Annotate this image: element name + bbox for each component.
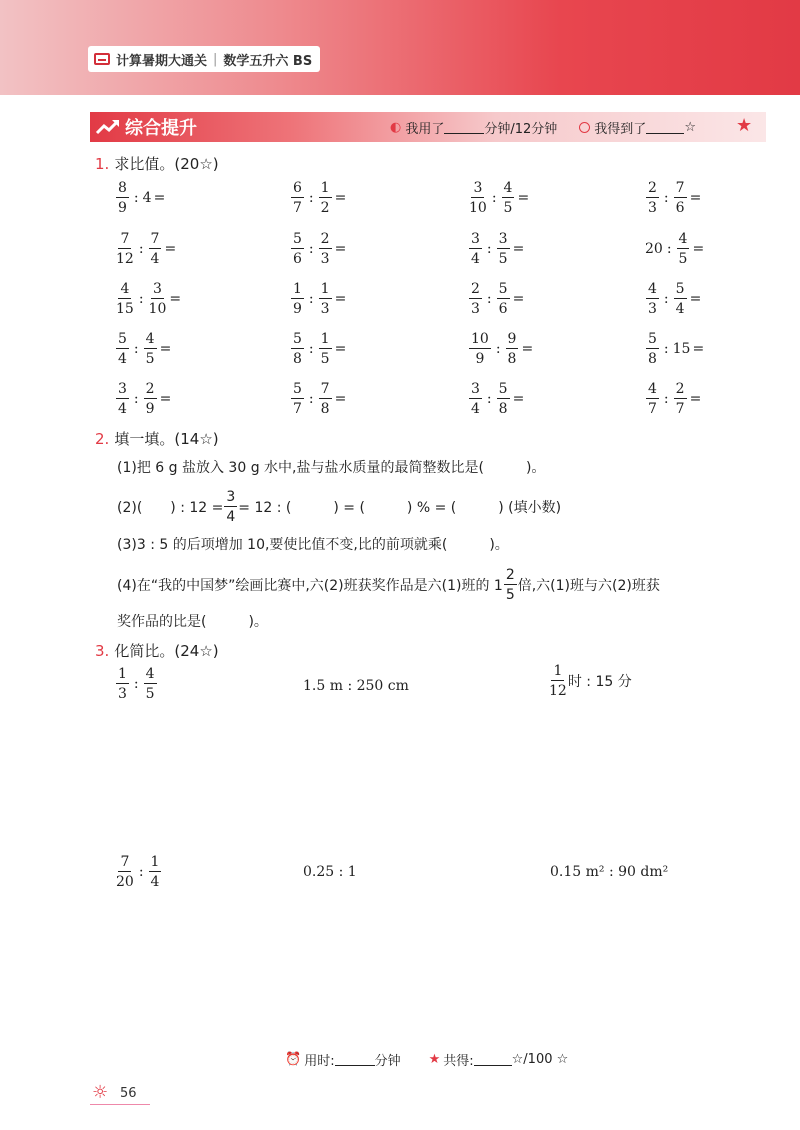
fraction-denominator: 3	[320, 251, 330, 267]
fraction-numerator: 9	[507, 331, 517, 347]
fraction	[319, 332, 332, 366]
fraction	[144, 382, 157, 416]
score-blank[interactable]	[646, 121, 684, 134]
fraction-denominator: 4	[118, 351, 127, 367]
fraction-numerator: 6	[293, 180, 302, 196]
fraction	[469, 181, 487, 215]
q3-expr-2-text: 1.5 m : 250 cm	[303, 678, 409, 694]
time-used-blank[interactable]	[444, 121, 484, 134]
fraction-denominator: 5	[498, 251, 508, 267]
footer-time-label: 用时:	[304, 1054, 335, 1069]
fraction-numerator: 5	[293, 331, 302, 347]
fraction-denominator: 10	[469, 200, 487, 216]
equals-sign: =	[689, 291, 702, 307]
q2-item-1[interactable]	[117, 457, 545, 477]
q3-expr-5-text: 0.25 : 1	[303, 864, 357, 880]
section-title: 综合提升	[125, 118, 197, 139]
q3-heading	[95, 640, 219, 661]
fraction-denominator: 6	[293, 251, 302, 267]
q1-number: 1.	[95, 155, 110, 173]
ratio-colon: :	[663, 291, 669, 307]
grade-title: 数学五升六 BS	[223, 53, 313, 69]
fraction-denominator: 5	[503, 200, 513, 216]
time-used-prefix: 我用了	[405, 122, 445, 137]
fraction-denominator: 7	[675, 401, 685, 417]
fraction	[319, 282, 332, 316]
fraction	[497, 382, 510, 416]
fraction	[646, 382, 659, 416]
q3-expr-5	[303, 864, 357, 880]
fraction-denominator: 8	[498, 401, 508, 417]
equals-sign: =	[159, 341, 172, 357]
fraction	[291, 232, 304, 266]
header-separator: |	[213, 51, 218, 67]
equals-sign: =	[521, 341, 534, 357]
fraction: 1 4	[150, 854, 160, 890]
fraction-numerator: 5	[648, 331, 657, 347]
q3-expr-2	[303, 678, 409, 694]
fraction-numerator: 5	[675, 281, 685, 297]
equals-sign: =	[334, 241, 347, 257]
fraction-denominator: 10	[148, 301, 167, 317]
time-used-suffix: 分钟/12分钟	[484, 122, 558, 137]
fraction-denominator: 8	[507, 351, 517, 367]
fraction-denominator: 7	[293, 401, 302, 417]
q3-expr-3-text: 时 : 15 分	[567, 674, 632, 690]
fraction-numerator: 4	[145, 331, 155, 347]
fraction-numerator: 7	[120, 231, 130, 247]
q2-item-3[interactable]	[117, 534, 509, 554]
fraction-numerator: 4	[120, 281, 130, 297]
fraction-numerator: 2	[145, 381, 155, 397]
fraction	[116, 382, 129, 416]
ratio-colon: :	[663, 341, 669, 357]
equals-sign: =	[692, 241, 705, 257]
q1-item	[468, 382, 524, 416]
fraction-numerator: 4	[648, 381, 657, 397]
ratio-colon: :	[486, 391, 492, 407]
q1-item	[468, 181, 529, 215]
equals-sign: =	[334, 190, 347, 206]
trend-up-icon	[95, 118, 121, 136]
ratio-colon: :	[133, 341, 139, 357]
fraction-numerator: 2	[320, 231, 330, 247]
fraction-denominator: 5	[505, 587, 515, 603]
fraction-denominator: 9	[475, 351, 485, 367]
q1-item	[115, 332, 171, 366]
q1-title: 求比值。(20☆)	[114, 155, 219, 173]
fraction-denominator: 3	[648, 301, 657, 317]
q2-item-2-text-b: = 12 : ( ) = ( ) % = ( ) (填小数)	[238, 500, 562, 516]
fraction	[291, 282, 304, 316]
q1-item	[645, 181, 701, 215]
fraction-numerator: 4	[678, 231, 688, 247]
fraction-denominator: 7	[293, 200, 302, 216]
fraction	[149, 282, 167, 316]
fraction: 4 5	[145, 666, 155, 702]
fraction-numerator: 3	[153, 281, 162, 297]
fraction-denominator: 4	[150, 251, 160, 267]
ratio-colon: :	[308, 291, 314, 307]
q1-heading	[95, 153, 219, 174]
fraction-denominator: 4	[471, 401, 480, 417]
ratio-colon: :	[308, 190, 314, 206]
fraction	[674, 382, 687, 416]
fraction: 1 3	[118, 666, 127, 702]
ratio-colon: :	[133, 391, 139, 407]
fraction	[677, 232, 690, 266]
fraction-denominator: 4	[471, 251, 480, 267]
fraction-numerator: 3	[473, 180, 483, 196]
q2-item-4-text-b: 倍,六(1)班与六(2)班获	[517, 578, 660, 594]
q2-item-3-text: (3)3 : 5 的后项增加 10,要使比值不变,比的前项就乘( )。	[117, 537, 509, 553]
fraction-denominator: 8	[293, 351, 302, 367]
ratio-colon: :	[486, 241, 492, 257]
ratio-colon: :	[138, 291, 144, 307]
fraction	[506, 332, 519, 366]
q3-expr-4	[115, 855, 162, 889]
fraction	[291, 332, 304, 366]
q1-item	[115, 382, 171, 416]
fraction-numerator: 1	[293, 281, 302, 297]
q3-number: 3.	[95, 642, 110, 660]
q2-item-2-fraction	[224, 490, 237, 524]
q3-expr-3	[548, 664, 632, 698]
fraction-denominator: 4	[226, 509, 236, 525]
fraction	[502, 181, 515, 215]
sun-icon: ☼	[92, 1082, 109, 1103]
fraction-denominator: 5	[145, 351, 155, 367]
fraction-denominator: 3	[320, 301, 330, 317]
q2-item-4-cont[interactable]	[117, 611, 268, 631]
fraction-denominator: 8	[320, 401, 330, 417]
footer-time-blank[interactable]	[335, 1053, 375, 1066]
fraction-numerator: 3	[118, 381, 127, 397]
fraction-denominator: 6	[675, 200, 685, 216]
fraction-denominator: 3	[648, 200, 657, 216]
q1-item	[290, 181, 346, 215]
footer-score-blank[interactable]	[474, 1053, 512, 1066]
q3-title: 化简比。(24☆)	[114, 642, 219, 660]
q3-expr-1	[115, 667, 158, 701]
fraction-numerator: 1	[320, 180, 330, 196]
fraction	[646, 282, 659, 316]
q2-item-4-text-a: (4)在“我的中国梦”绘画比赛中,六(2)班获奖作品是六(1)班的 1	[117, 578, 503, 594]
fraction-numerator: 8	[118, 180, 127, 196]
fraction-denominator: 4	[675, 301, 685, 317]
fraction	[319, 181, 332, 215]
equals-sign: =	[164, 241, 177, 257]
q2-heading	[95, 428, 219, 449]
fraction-denominator: 5	[678, 251, 688, 267]
q3-expr-6-text: 0.15 m² : 90 dm²	[550, 864, 669, 880]
fraction-denominator: 12	[116, 251, 134, 267]
q1-item	[468, 332, 533, 366]
equals-sign: =	[692, 341, 705, 357]
ratio-term: 20	[645, 241, 663, 257]
fraction	[291, 382, 304, 416]
fraction-numerator: 7	[150, 231, 160, 247]
fraction-numerator: 5	[498, 281, 508, 297]
fraction	[116, 232, 134, 266]
fraction-numerator: 3	[471, 381, 480, 397]
equals-sign: =	[689, 190, 702, 206]
fraction-denominator: 7	[648, 401, 657, 417]
fraction-denominator: 6	[498, 301, 508, 317]
fraction-numerator: 2	[675, 381, 685, 397]
check-circle-icon	[579, 122, 590, 133]
ratio-colon: :	[138, 241, 144, 257]
q1-item	[645, 332, 704, 366]
fraction-numerator: 2	[505, 567, 515, 583]
equals-sign: =	[689, 391, 702, 407]
fraction-numerator: 5	[293, 381, 302, 397]
fraction	[144, 332, 157, 366]
fraction	[646, 181, 659, 215]
fraction-numerator: 7	[320, 381, 330, 397]
fraction	[674, 282, 687, 316]
book-icon	[94, 53, 110, 65]
fraction-denominator: 15	[116, 301, 134, 317]
footer-score-label: 共得:	[443, 1054, 474, 1069]
fraction-numerator: 1	[320, 281, 330, 297]
fraction-numerator: 10	[471, 331, 489, 347]
fraction	[149, 232, 162, 266]
fraction	[646, 332, 659, 366]
fraction-denominator: 9	[145, 401, 155, 417]
ratio-colon: :	[666, 241, 672, 257]
ratio-colon: :	[486, 291, 492, 307]
fraction-denominator: 9	[293, 301, 302, 317]
equals-sign: =	[334, 341, 347, 357]
equals-sign: =	[153, 190, 166, 206]
ratio-colon: :	[308, 391, 314, 407]
q1-item	[645, 382, 701, 416]
star-badge-icon: ★	[736, 115, 753, 136]
section-heading	[95, 113, 197, 141]
series-title: 计算暑期大通关	[116, 53, 208, 69]
fraction-numerator: 2	[648, 180, 657, 196]
page-divider	[90, 1104, 150, 1105]
ratio-colon: :	[663, 391, 669, 407]
clock-icon: ◐	[390, 120, 402, 135]
fraction-numerator: 5	[293, 231, 302, 247]
fraction	[319, 382, 332, 416]
fraction-numerator: 4	[648, 281, 657, 297]
equals-sign: =	[512, 241, 525, 257]
page-number: 56	[120, 1086, 137, 1101]
fraction	[469, 382, 482, 416]
q1-item	[290, 282, 346, 316]
q1-item	[290, 232, 346, 266]
ratio-colon: :	[308, 241, 314, 257]
fraction-denominator: 5	[320, 351, 330, 367]
alarm-clock-icon: ⏰	[285, 1052, 302, 1067]
fraction	[116, 332, 129, 366]
q1-item	[290, 332, 346, 366]
q1-item	[645, 232, 704, 266]
equals-sign: =	[169, 291, 182, 307]
fraction	[497, 282, 510, 316]
footer-stats	[285, 1050, 568, 1069]
q1-item	[468, 232, 524, 266]
ratio-colon: :	[491, 190, 497, 206]
q2-item-4[interactable]	[117, 568, 660, 602]
ratio-colon: :	[495, 341, 501, 357]
fraction-denominator: 8	[648, 351, 657, 367]
equals-sign: =	[512, 391, 525, 407]
fraction-numerator: 5	[498, 381, 508, 397]
q2-item-1-text: (1)把 6 g 盐放入 30 g 水中,盐与盐水质量的最简整数比是( )。	[117, 460, 546, 476]
score-suffix: ☆	[684, 120, 696, 135]
footer-score-unit: ☆/100 ☆	[511, 1052, 569, 1067]
q2-number: 2.	[95, 430, 110, 448]
ratio-colon: :	[133, 676, 139, 692]
score-prefix: 我得到了	[594, 122, 647, 137]
fraction-numerator: 4	[503, 180, 513, 196]
fraction	[674, 181, 687, 215]
fraction-denominator: 9	[118, 200, 127, 216]
fraction-numerator: 5	[118, 331, 127, 347]
fraction-numerator: 7	[675, 180, 685, 196]
q1-item	[115, 181, 165, 215]
ratio-colon: :	[663, 190, 669, 206]
fraction	[116, 181, 129, 215]
q2-item-2[interactable]	[117, 490, 561, 524]
equals-sign: =	[512, 291, 525, 307]
fraction	[469, 332, 491, 366]
q1-item	[290, 382, 346, 416]
fraction-denominator: 3	[471, 301, 480, 317]
fraction	[497, 232, 510, 266]
fraction	[116, 282, 134, 316]
fraction: 7 20	[116, 854, 134, 890]
fraction-numerator: 3	[471, 231, 480, 247]
equals-sign: =	[334, 291, 347, 307]
equals-sign: =	[159, 391, 172, 407]
ratio-colon: :	[133, 190, 139, 206]
q2-item-2-text-a: (2)( ) : 12 =	[117, 500, 224, 516]
q1-item	[645, 282, 701, 316]
ratio-term: 4	[142, 190, 152, 206]
fraction-denominator: 4	[118, 401, 127, 417]
equals-sign: =	[517, 190, 530, 206]
timer-info	[390, 118, 696, 137]
fraction	[291, 181, 304, 215]
equals-sign: =	[334, 391, 347, 407]
ratio-colon: :	[308, 341, 314, 357]
footer-time-unit: 分钟	[374, 1054, 401, 1069]
q1-item	[468, 282, 524, 316]
fraction	[469, 232, 482, 266]
q1-item	[115, 282, 181, 316]
fraction-numerator: 3	[226, 489, 236, 505]
ratio-colon: :	[138, 864, 144, 880]
fraction	[469, 282, 482, 316]
header-tag	[88, 46, 320, 72]
fraction-numerator: 1	[320, 331, 330, 347]
star-icon: ★	[428, 1052, 441, 1067]
q2-item-4-text-c: 奖作品的比是( )。	[117, 614, 268, 630]
fraction	[319, 232, 332, 266]
q1-item	[115, 232, 176, 266]
q2-item-4-fraction	[504, 568, 517, 602]
fraction: 1 12	[549, 663, 567, 699]
q2-title: 填一填。(14☆)	[114, 430, 219, 448]
q3-expr-6	[550, 864, 668, 880]
ratio-term: 15	[672, 341, 691, 357]
fraction-denominator: 2	[320, 200, 330, 216]
fraction-numerator: 3	[498, 231, 508, 247]
fraction-numerator: 2	[471, 281, 480, 297]
